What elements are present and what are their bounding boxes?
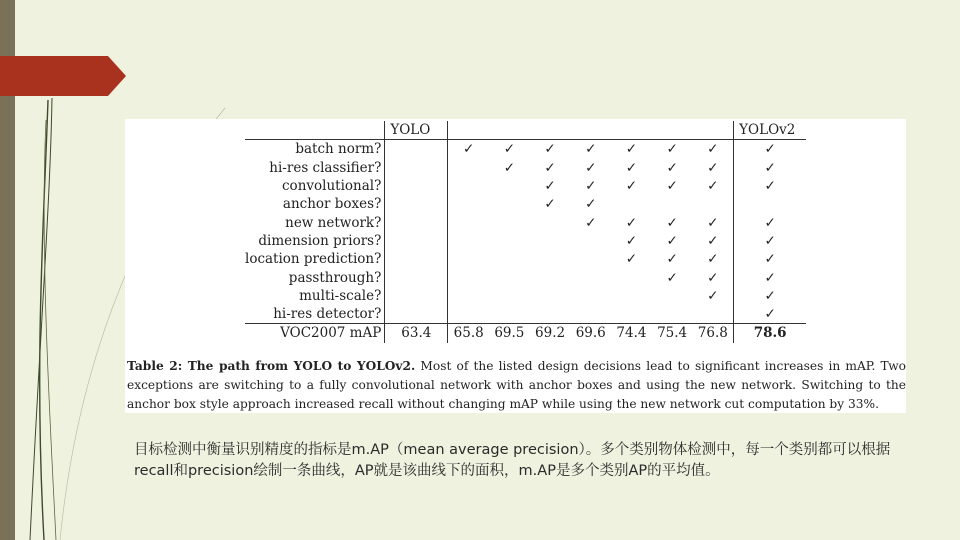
paper-figure — [125, 119, 906, 413]
empty-cell — [611, 287, 652, 305]
check-mark: ✓ — [544, 196, 556, 213]
check-mark: ✓ — [734, 268, 807, 286]
row-label: passthrough? — [245, 268, 385, 286]
row-label: hi-res detector? — [245, 305, 385, 324]
check-mark: ✓ — [625, 178, 638, 195]
caption-body: Most of the listed design decisions lead to significant increases in mAP. Two exceptions are switching to a fully convolutional network with anchor boxes and using the new network. Switching to the anchor box style approach increased recall without changing mAP while using the new network cut computation by 33%. — [127, 359, 907, 411]
map-value: 76.8 — [692, 324, 733, 343]
empty-cell — [489, 195, 530, 213]
map-row — [245, 324, 806, 343]
check-mark: ✓ — [707, 251, 719, 268]
check-mark: ✓ — [463, 141, 475, 158]
check-mark: ✓ — [666, 159, 678, 176]
check-mark: ✓ — [585, 214, 597, 231]
map-value-yolov2: 78.6 — [734, 324, 807, 343]
header-spacer — [245, 121, 385, 140]
check-mark: ✓ — [666, 251, 678, 268]
check-mark: ✓ — [544, 141, 556, 158]
map-value: 75.4 — [652, 324, 693, 343]
check-mark: ✓ — [707, 269, 719, 286]
check-mark: ✓ — [625, 251, 638, 268]
empty-cell — [489, 213, 530, 231]
check-mark: ✓ — [544, 159, 556, 176]
table-row — [245, 305, 806, 324]
row-label: new network? — [245, 213, 385, 231]
row-label: anchor boxes? — [245, 195, 385, 213]
check-mark: ✓ — [625, 141, 638, 158]
empty-cell — [611, 305, 652, 324]
yolo-path-table — [245, 121, 806, 343]
empty-cell — [530, 268, 571, 286]
table-row — [245, 140, 806, 159]
row-label: location prediction? — [245, 250, 385, 268]
empty-cell — [448, 250, 489, 268]
check-mark: ✓ — [666, 232, 678, 249]
header-empty — [652, 121, 693, 140]
header-empty — [448, 121, 489, 140]
title-accent-tab — [0, 56, 108, 96]
row-label: hi-res classifier? — [245, 159, 385, 177]
map-label: VOC2007 mAP — [245, 324, 385, 343]
table-row — [245, 213, 806, 231]
empty-cell — [385, 140, 448, 159]
check-mark: ✓ — [666, 141, 678, 158]
row-label: batch norm? — [245, 140, 385, 159]
row-label: dimension priors? — [245, 232, 385, 250]
empty-cell — [652, 305, 693, 324]
empty-cell — [611, 195, 652, 213]
check-mark: ✓ — [707, 178, 719, 195]
map-value: 63.4 — [385, 324, 448, 343]
empty-cell — [448, 287, 489, 305]
check-mark: ✓ — [707, 214, 719, 231]
empty-cell — [448, 177, 489, 195]
table-row — [245, 287, 806, 305]
caption-title: Table 2: The path from YOLO to YOLOv2. — [127, 359, 416, 373]
check-mark: ✓ — [734, 159, 807, 177]
check-mark: ✓ — [734, 177, 807, 195]
empty-cell — [570, 250, 611, 268]
header-yolov2: YOLOv2 — [734, 121, 807, 140]
check-mark: ✓ — [585, 159, 597, 176]
check-mark: ✓ — [707, 159, 719, 176]
empty-cell — [489, 250, 530, 268]
empty-cell — [652, 195, 693, 213]
map-value: 65.8 — [448, 324, 489, 343]
check-mark: ✓ — [734, 305, 807, 324]
empty-cell — [448, 195, 489, 213]
check-mark: ✓ — [734, 140, 807, 159]
table-row — [245, 195, 806, 213]
header-empty — [611, 121, 652, 140]
empty-cell — [385, 232, 448, 250]
empty-cell — [385, 195, 448, 213]
empty-cell — [570, 305, 611, 324]
empty-cell — [385, 305, 448, 324]
empty-cell — [385, 268, 448, 286]
table-row — [245, 159, 806, 177]
empty-cell — [448, 268, 489, 286]
table-row — [245, 232, 806, 250]
header-empty — [570, 121, 611, 140]
table-header-row — [245, 121, 806, 140]
empty-cell — [530, 213, 571, 231]
map-value: 69.2 — [530, 324, 571, 343]
table-row — [245, 177, 806, 195]
map-value: 69.6 — [570, 324, 611, 343]
check-mark: ✓ — [503, 141, 516, 158]
empty-cell — [489, 232, 530, 250]
check-mark: ✓ — [585, 196, 597, 213]
empty-cell — [489, 305, 530, 324]
empty-cell — [570, 268, 611, 286]
empty-cell — [448, 232, 489, 250]
table-row — [245, 250, 806, 268]
empty-cell — [385, 177, 448, 195]
empty-cell — [530, 250, 571, 268]
empty-cell — [489, 287, 530, 305]
header-empty — [489, 121, 530, 140]
check-mark: ✓ — [734, 287, 807, 305]
check-mark: ✓ — [707, 287, 719, 304]
empty-cell — [385, 250, 448, 268]
check-mark: ✓ — [707, 232, 719, 249]
check-mark: ✓ — [585, 141, 597, 158]
check-mark: ✓ — [734, 250, 807, 268]
check-mark: ✓ — [625, 214, 638, 231]
empty-cell — [385, 213, 448, 231]
empty-cell — [385, 159, 448, 177]
empty-cell — [570, 287, 611, 305]
table-row — [245, 268, 806, 286]
table-caption — [127, 357, 906, 414]
check-mark: ✓ — [544, 178, 556, 195]
empty-cell — [570, 232, 611, 250]
check-mark: ✓ — [666, 214, 678, 231]
empty-cell — [530, 287, 571, 305]
description-text: 目标检测中衡量识别精度的指标是m.AP（mean average precision）。多个类别物体检测中，每一个类别都可以根据recall和precision绘制一条曲线，AP就是该曲线下的面积，m.AP是多个类别AP的平均值。 — [134, 442, 891, 479]
row-label: convolutional? — [245, 177, 385, 195]
check-mark: ✓ — [666, 269, 678, 286]
check-mark: ✓ — [734, 232, 807, 250]
empty-cell — [692, 305, 733, 324]
header-empty — [530, 121, 571, 140]
empty-cell — [489, 268, 530, 286]
empty-cell — [448, 305, 489, 324]
empty-cell — [692, 195, 733, 213]
empty-cell — [448, 213, 489, 231]
check-mark: ✓ — [625, 159, 638, 176]
empty-cell — [530, 232, 571, 250]
check-mark: ✓ — [625, 232, 638, 249]
empty-cell — [734, 195, 807, 213]
empty-cell — [530, 305, 571, 324]
check-mark: ✓ — [503, 159, 516, 176]
empty-cell — [652, 287, 693, 305]
row-label: multi-scale? — [245, 287, 385, 305]
header-yolo: YOLO — [385, 121, 448, 140]
check-mark: ✓ — [734, 213, 807, 231]
check-mark: ✓ — [585, 178, 597, 195]
empty-cell — [611, 268, 652, 286]
check-mark: ✓ — [707, 141, 719, 158]
map-value: 74.4 — [611, 324, 652, 343]
check-mark: ✓ — [666, 178, 678, 195]
header-empty — [692, 121, 733, 140]
empty-cell — [385, 287, 448, 305]
map-value: 69.5 — [489, 324, 530, 343]
empty-cell — [489, 177, 530, 195]
empty-cell — [448, 159, 489, 177]
